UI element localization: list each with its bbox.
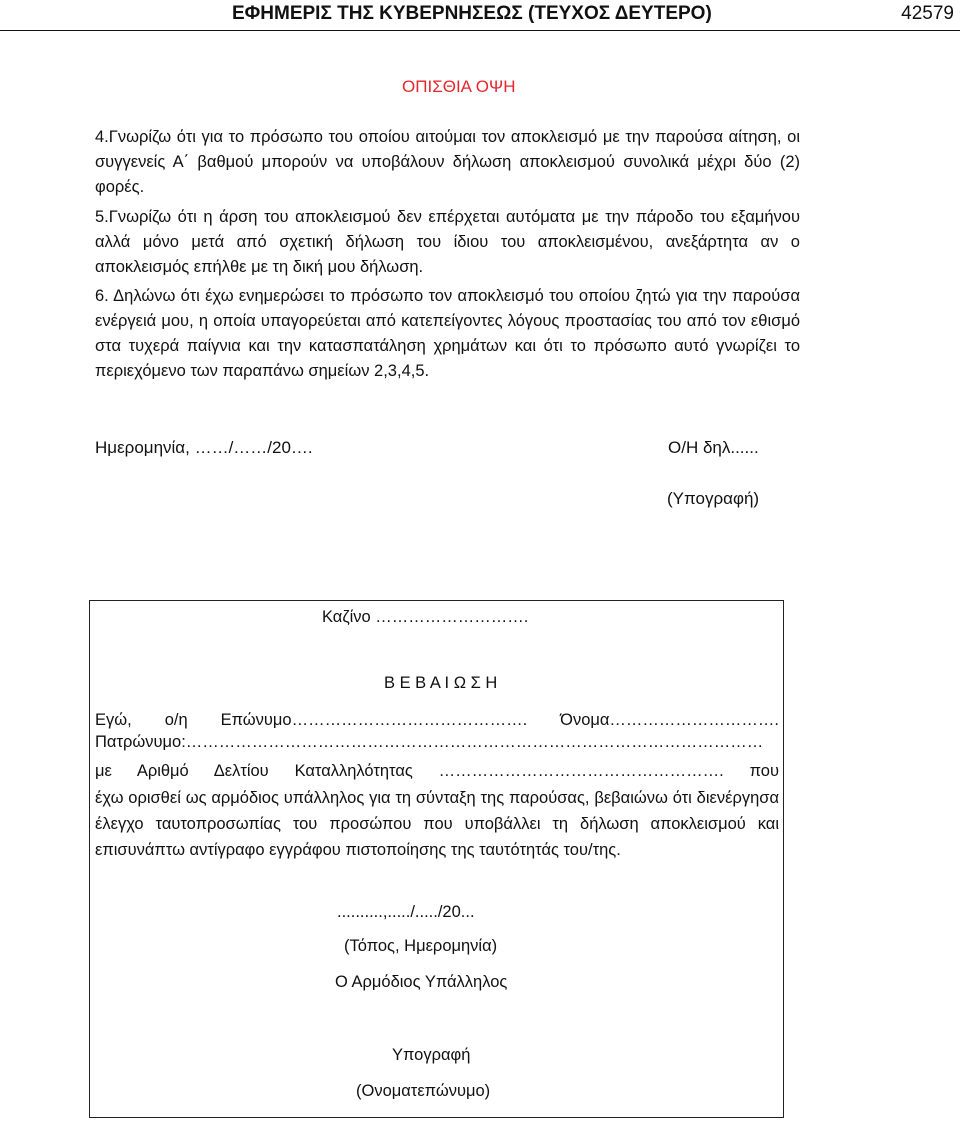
paragraph-4: 4.Γνωρίζω ότι για το πρόσωπο του οποίου αιτούμαι τον αποκλεισμό με την παρούσα αίτηση, οι συγγενείς Α΄ βαθμού μπορούν να υποβάλουν δήλωση αποκλεισμού συνολικά μέχρι δύο (2) φορές. bbox=[95, 128, 800, 196]
paragraph-5: 5.Γνωρίζω ότι η άρση του αποκλεισμού δεν επέρχεται αυτόματα με την πάροδο του εξαμήνου αλλά μόνο μετά από σχετική δήλωση του ίδιου του αποκλεισμένου, ανεξάρτητα αν ο αποκλεισμός επήλθε με τη δική μου δήλωση. bbox=[95, 208, 800, 276]
date-line: Ημερομηνία, ……/……/20…. bbox=[95, 438, 313, 457]
certification-box bbox=[89, 600, 784, 1118]
header-divider bbox=[0, 30, 960, 31]
section-title: ΟΠΙΣΘΙΑ ΟΨΗ bbox=[402, 77, 516, 96]
declarant-label: Ο/Η δηλ...... bbox=[668, 438, 759, 457]
casino-field: Καζίνο ………………………. bbox=[322, 608, 529, 626]
page-number: 42579 bbox=[901, 3, 954, 24]
signature-label: (Υπογραφή) bbox=[667, 489, 760, 508]
certification-text: έχω ορισθεί ως αρμόδιος υπάλληλος για τη σύνταξη της παρούσας, βεβαιώνω ότι διενέργησα έλεγχο ταυτοπροσωπίας του προσώπου που υποβάλλει τη δήλωση αποκλεισμού και επισυνάπτω αντίγραφο εγγράφου πιστοποίησης της ταυτότητάς του/της. bbox=[95, 789, 779, 859]
place-date-field: ..........,...../...../20... bbox=[337, 903, 475, 921]
id-number-line: με Αριθμό Δελτίου Καταλληλότητας ……………………………………………. που bbox=[95, 762, 779, 780]
fathers-name-line: Πατρώνυμο:…………………………………………………………………………………………… bbox=[95, 733, 764, 751]
surname-line: Εγώ, ο/η Επώνυμο……………………………………. Όνομα…………………………. bbox=[95, 711, 779, 729]
paragraph-6: 6. Δηλώνω ότι έχω ενημερώσει το πρόσωπο τον αποκλεισμό του οποίου ζητώ για την παρούσα ενέργειά μου, η οποία υπαγορεύεται από κατεπείγοντες λόγους προστασίας του από τον εθισμό στα τυχερά παίγνια και την κατασπατάληση χρημάτων και ότι το πρόσωπο αυτό γνωρίζει το περιεχόμενο των παραπάνω σημείων 2,3,4,5. bbox=[95, 287, 800, 380]
officer-signature-label: Υπογραφή bbox=[392, 1046, 471, 1064]
certification-heading: Β Ε Β Α Ι Ω Σ Η bbox=[384, 674, 498, 692]
officer-full-name-label: (Ονοματεπώνυμο) bbox=[356, 1082, 491, 1100]
gazette-title: ΕΦΗΜΕΡΙΣ ΤΗΣ ΚΥΒΕΡΝΗΣΕΩΣ (ΤΕΥΧΟΣ ΔΕΥΤΕΡΟ) bbox=[232, 3, 712, 24]
officer-title: Ο Αρμόδιος Υπάλληλος bbox=[335, 973, 508, 991]
place-date-label: (Τόπος, Ημερομηνία) bbox=[344, 937, 498, 955]
